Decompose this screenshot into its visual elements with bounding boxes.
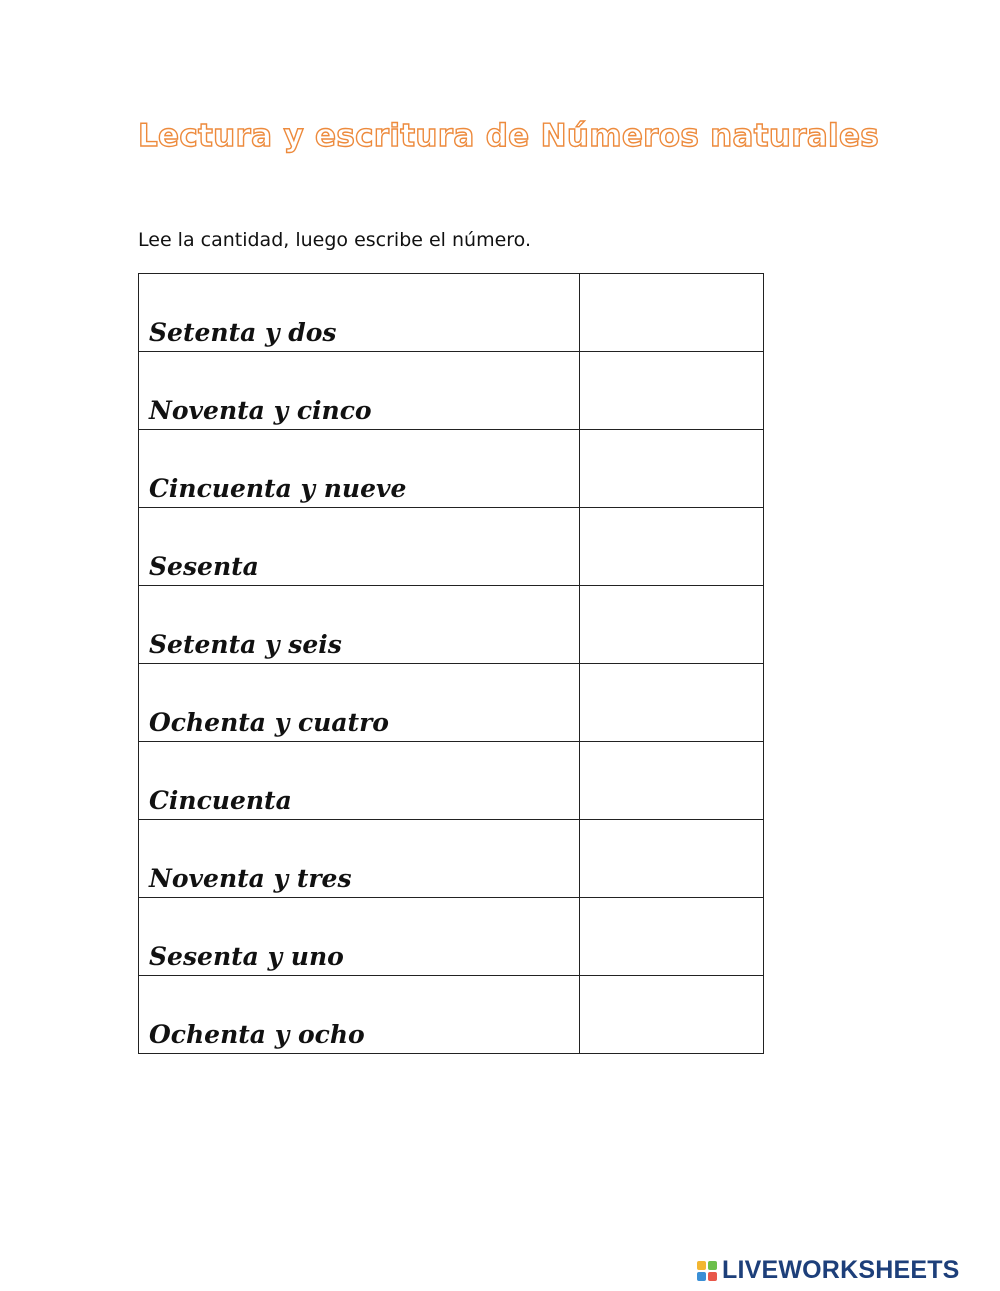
number-word: Noventa y tres bbox=[149, 864, 352, 893]
number-word-cell bbox=[139, 898, 580, 976]
logo-block bbox=[697, 1261, 706, 1270]
answer-input[interactable] bbox=[580, 274, 763, 351]
instruction-text: Lee la cantidad, luego escribe el número. bbox=[138, 229, 531, 251]
number-word-cell bbox=[139, 976, 580, 1054]
answer-input[interactable] bbox=[580, 352, 763, 429]
table-row bbox=[139, 976, 764, 1054]
answer-cell[interactable] bbox=[580, 742, 764, 820]
logo-block bbox=[708, 1261, 717, 1270]
answer-cell[interactable] bbox=[580, 976, 764, 1054]
number-word: Cincuenta y nueve bbox=[149, 474, 407, 503]
answer-cell[interactable] bbox=[580, 430, 764, 508]
answer-input[interactable] bbox=[580, 976, 763, 1053]
number-word-cell bbox=[139, 274, 580, 352]
table-row bbox=[139, 898, 764, 976]
number-word: Noventa y cinco bbox=[149, 396, 372, 425]
table-row bbox=[139, 586, 764, 664]
logo-block bbox=[697, 1272, 706, 1281]
number-word-cell bbox=[139, 664, 580, 742]
number-word: Ochenta y cuatro bbox=[149, 708, 389, 737]
liveworksheets-blocks-icon bbox=[697, 1261, 717, 1281]
brand-text: LIVEWORKSHEETS bbox=[722, 1256, 960, 1284]
answer-input[interactable] bbox=[580, 508, 763, 585]
answer-input[interactable] bbox=[580, 586, 763, 663]
number-word-cell bbox=[139, 586, 580, 664]
number-words-table bbox=[138, 273, 764, 1054]
answer-cell[interactable] bbox=[580, 664, 764, 742]
answer-cell[interactable] bbox=[580, 274, 764, 352]
number-word-cell bbox=[139, 742, 580, 820]
table-row bbox=[139, 820, 764, 898]
number-word-cell bbox=[139, 508, 580, 586]
liveworksheets-logo bbox=[697, 1256, 960, 1285]
table-row bbox=[139, 352, 764, 430]
answer-cell[interactable] bbox=[580, 898, 764, 976]
answer-input[interactable] bbox=[580, 898, 763, 975]
logo-block bbox=[708, 1272, 717, 1281]
number-word: Sesenta y uno bbox=[149, 942, 344, 971]
table-row bbox=[139, 430, 764, 508]
answer-input[interactable] bbox=[580, 664, 763, 741]
answer-input[interactable] bbox=[580, 820, 763, 897]
table-row bbox=[139, 664, 764, 742]
table-row bbox=[139, 508, 764, 586]
number-word: Setenta y seis bbox=[149, 630, 342, 659]
worksheet-title: Lectura y escritura de Números naturales bbox=[138, 118, 880, 154]
table-row bbox=[139, 274, 764, 352]
answer-input[interactable] bbox=[580, 430, 763, 507]
answer-input[interactable] bbox=[580, 742, 763, 819]
number-word-cell bbox=[139, 352, 580, 430]
answer-cell[interactable] bbox=[580, 352, 764, 430]
answer-cell[interactable] bbox=[580, 586, 764, 664]
number-word: Sesenta bbox=[149, 552, 259, 581]
number-word: Ochenta y ocho bbox=[149, 1020, 365, 1049]
number-word-cell bbox=[139, 820, 580, 898]
table-row bbox=[139, 742, 764, 820]
answer-cell[interactable] bbox=[580, 820, 764, 898]
number-word-cell bbox=[139, 430, 580, 508]
number-word: Setenta y dos bbox=[149, 318, 337, 347]
number-word: Cincuenta bbox=[149, 786, 292, 815]
answer-cell[interactable] bbox=[580, 508, 764, 586]
